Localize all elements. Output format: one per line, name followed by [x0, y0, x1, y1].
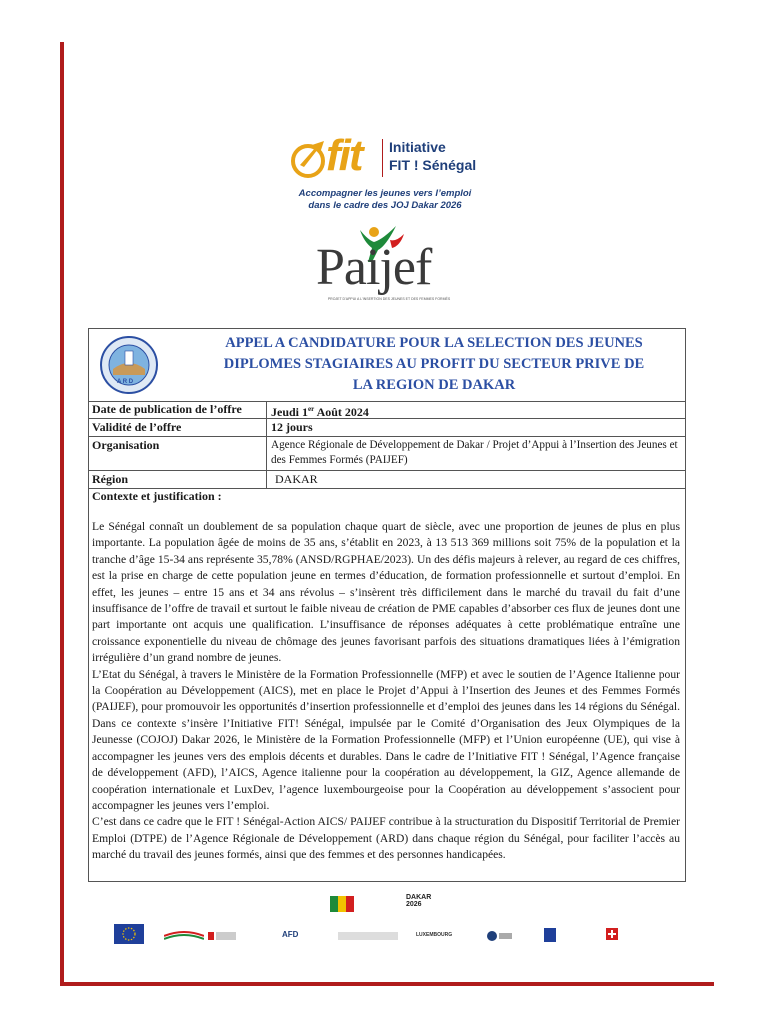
region-label: Région [92, 472, 128, 486]
offer-title-line3: LA REGION DE DAKAR [352, 377, 516, 393]
region-value: DAKAR [275, 472, 318, 486]
paijef-logo [310, 230, 470, 305]
ard-label: A R D [117, 379, 134, 385]
fit-title-line2: FIT ! Sénégal [389, 157, 477, 173]
fit-arrow-icon [290, 135, 330, 179]
validite-value: 12 jours [271, 420, 313, 434]
contexte-heading: Contexte et justification : [92, 489, 222, 503]
luxembourg-logo: LUXEMBOURG [416, 932, 453, 938]
offer-table [88, 328, 686, 882]
luxdev-logo-icon [486, 930, 512, 942]
contexte-paragraph-1: Le Sénégal connaît un doublement de sa population chaque quart de siècle, avec une proportion de jeunes de plus en plus importante. La population âgée de moins de 35 ans, s’établit en 2023, à 13 513 369 millions soit 75% de la population et la tranche d’âge 15-34 ans représente 35,78% (ANSD/RGPHAE/2023). Un des défis majeurs à relever, au regard de ces chiffres, est la prise en charge de cette population jeune en termes d’éducation, de formation professionnelle et surtout d’emploi. En effet, les jeunes – entre 15 ans et 34 ans révolus – s’insèrent très difficilement dans le marché du travail du fait d’une insuffisance de l’offre de travail et surtout le faible niveau de création de PME capables d’absorber ces flux de jeunes dont une part importante ont acquis une qualification. L’insuffisance de réponses adéquates à cette problématique entraîne une croissance exponentielle du niveau de chômage des jeunes favorisant parfois des situations dramatiques liées à l’émigration irrégulière d’un grand nombre de jeunes. [92, 520, 680, 665]
ministry-logo-icon [338, 932, 398, 940]
fit-tagline-line1: Accompagner les jeunes vers l’emploi [298, 188, 472, 199]
giz-logo-icon [208, 930, 238, 942]
row-organisation [89, 437, 685, 471]
date-value: Jeudi 1er Août 2024 [271, 405, 369, 419]
offer-title-line2: DIPLOMES STAGIAIRES AU PROFIT DU SECTEUR PRIVE DE [223, 356, 645, 372]
aics-logo-icon [544, 928, 556, 942]
senegal-flag-icon [330, 896, 354, 912]
row-date [89, 401, 685, 419]
date-label: Date de publication de l’offre [92, 402, 242, 416]
fit-logo [290, 133, 490, 183]
contexte-paragraph-2: L’Etat du Sénégal, à travers le Ministère de la Formation Professionnelle (MFP) et avec le soutien de l’Agence Italienne pour la Coopération au Développement (AICS), met en place le Projet d’Appui à l’Insertion des Jeunes et des Femmes Formés (PAIJEF), pour promouvoir les opportunités d’insertion professionnelle et d’emploi des jeunes dans les 14 régions du Sénégal. Dans ce contexte s’insère l’Initiative FIT! Sénégal, impulsée par le Comité d’Organisation des Jeux Olympiques de la Jeunesse (COJOJ) Dakar 2026, le Ministère de la Formation Professionnelle (MFP) et l’Union européenne (UE), qui vise à accompagner les jeunes vers des emplois décents et durables. Dans le cadre de l’Initiative FIT ! Sénégal, l’Agence française de développement (AFD), l’AICS, Agence italienne pour la coopération au développement, la GIZ, Agence allemande de coopération internationale et LuxDev, l’agence luxembourgeoise pour la Coopération au développement s’associent pour accompagner les jeunes vers l’emploi. [92, 667, 680, 812]
partner-logos [110, 892, 670, 942]
swiss-logo-icon [606, 928, 618, 940]
paijef-wordmark: Paijef [316, 239, 432, 296]
organisation-label: Organisation [92, 438, 160, 452]
validite-label: Validité de l’offre [92, 420, 182, 434]
ard-seal-icon [99, 335, 159, 395]
eu-flag-icon [114, 924, 144, 944]
contexte-body [92, 519, 680, 864]
fit-title-line1: Initiative [389, 139, 446, 155]
row-region [89, 471, 685, 489]
row-validite [89, 419, 685, 437]
fit-tagline-line2: dans le cadre des JOJ Dakar 2026 [308, 200, 462, 211]
dakar-2026-logo: DAKAR 2026 [406, 894, 432, 908]
contexte-paragraph-3: C’est dans ce cadre que le FIT ! Sénégal-Action AICS/ PAIJEF contribue à la structuration du Dispositif Territorial de Premier Emploi (DTPE) de l’Agence Régionale de Développement (ARD) dans chaque région du Sénégal, pour faciliter l’accès au marché du travail des jeunes formés, ainsi que des femmes et des personnes handicapées. [92, 815, 680, 862]
organisation-value: Agence Régionale de Développement de Dakar / Projet d’Appui à l’Insertion des Jeunes et des Femmes Formés (PAIJEF) [271, 439, 678, 466]
offer-title [189, 333, 679, 396]
paijef-subtitle: PROJET D'APPUI A L'INSERTION DES JEUNES ET DES FEMMES FORMÉS [327, 297, 451, 301]
afd-logo: AFD [282, 930, 299, 939]
mfp-logo-icon [164, 928, 204, 942]
fit-wordmark: fit [326, 131, 362, 180]
fit-divider [382, 139, 383, 177]
offer-header [89, 329, 685, 402]
offer-title-line1: APPEL A CANDIDATURE POUR LA SELECTION DES JEUNES [225, 335, 643, 351]
